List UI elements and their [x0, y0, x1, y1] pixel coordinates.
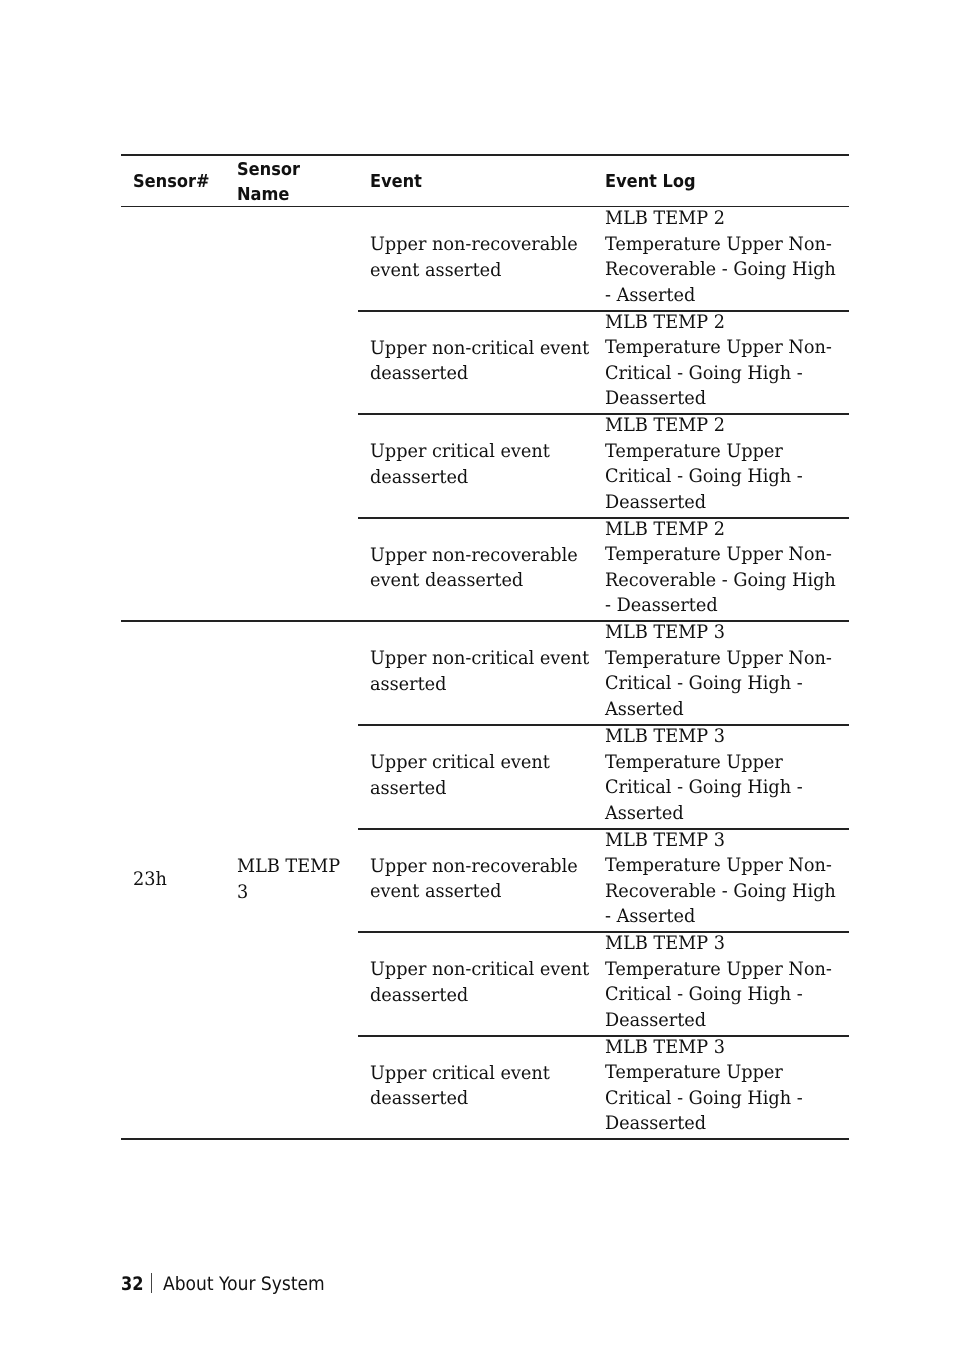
event-log-line: MLB TEMP 2: [605, 310, 725, 333]
event-log-line: Critical - Going High -: [605, 1086, 803, 1109]
event-log-line: Critical - Going High -: [605, 361, 803, 384]
event-log-cell: [605, 620, 832, 722]
header-sensor-name-line1: Sensor: [237, 159, 300, 180]
event-log-line: Temperature Upper Non-: [605, 232, 832, 255]
event-log-line: Critical - Going High -: [605, 672, 803, 695]
event-log-line: Temperature Upper: [605, 1061, 783, 1084]
event-log-line: Recoverable - Going High: [605, 879, 836, 902]
event-line: event deasserted: [370, 569, 524, 592]
event-line: deasserted: [370, 465, 469, 488]
event-log-line: Temperature Upper Non-: [605, 336, 832, 359]
group-rule: [121, 1138, 849, 1140]
event-log-cell: [605, 517, 836, 619]
sensor-name-line: MLB TEMP: [237, 855, 341, 878]
event-line: deasserted: [370, 362, 469, 385]
event-log-cell: [605, 1035, 803, 1137]
event-cell: [370, 543, 578, 594]
event-log-line: Critical - Going High -: [605, 465, 803, 488]
sensor-name-line: 3: [237, 880, 249, 903]
event-log-line: Temperature Upper Non-: [605, 957, 832, 980]
event-cell: [370, 854, 578, 905]
page-number: 32: [121, 1273, 144, 1295]
event-line: Upper critical event: [370, 751, 550, 773]
page-footer: [121, 1271, 343, 1297]
event-log-line: MLB TEMP 2: [605, 414, 725, 437]
header-sensor-name-line2: Name: [237, 184, 290, 205]
event-log-cell: [605, 931, 832, 1033]
event-log-line: Temperature Upper: [605, 750, 783, 773]
sensor-name-cell: [237, 854, 340, 905]
event-cell: [370, 1061, 550, 1112]
event-cell: [370, 957, 589, 1008]
footer-separator: [151, 1273, 152, 1293]
event-log-line: Critical - Going High -: [605, 776, 803, 798]
event-line: Upper non-recoverable: [370, 233, 578, 255]
event-log-line: Recoverable - Going High: [605, 568, 836, 591]
event-log-line: MLB TEMP 2: [605, 207, 725, 229]
event-log-cell: [605, 828, 836, 930]
event-log-cell: [605, 310, 832, 412]
event-line: Upper non-critical event: [370, 647, 590, 670]
event-line: asserted: [370, 776, 447, 799]
event-log-line: MLB TEMP 3: [605, 621, 725, 644]
event-log-line: Temperature Upper Non-: [605, 854, 832, 877]
header-event: Event: [370, 171, 422, 192]
event-cell: [370, 439, 550, 490]
event-log-line: MLB TEMP 3: [605, 1035, 725, 1058]
event-cell: [370, 232, 578, 283]
event-log-line: Recoverable - Going High: [605, 258, 836, 280]
table-header: [121, 156, 849, 207]
event-log-line: - Asserted: [605, 905, 696, 928]
footer-section-title: About Your System: [163, 1273, 326, 1295]
event-line: Upper critical event: [370, 1061, 550, 1084]
event-log-line: MLB TEMP 3: [605, 932, 725, 955]
event-log-line: MLB TEMP 3: [605, 828, 725, 851]
event-log-line: Deasserted: [605, 1112, 707, 1135]
event-log-line: - Deasserted: [605, 594, 718, 617]
event-cell: [370, 336, 589, 387]
event-line: deasserted: [370, 983, 469, 1006]
event-line: asserted: [370, 672, 447, 695]
event-log-line: - Asserted: [605, 283, 696, 306]
event-line: Upper critical event: [370, 440, 550, 463]
event-log-line: Asserted: [605, 697, 684, 720]
event-log-line: MLB TEMP 2: [605, 517, 725, 540]
event-line: Upper non-recoverable: [370, 854, 578, 877]
sensor-number-cell: 23h: [133, 868, 167, 891]
event-line: event asserted: [370, 880, 502, 903]
event-log-line: Critical - Going High -: [605, 983, 803, 1006]
event-line: Upper non-critical event: [370, 958, 590, 981]
event-log-line: Temperature Upper: [605, 439, 783, 462]
event-line: event asserted: [370, 258, 502, 281]
event-log-line: Deasserted: [605, 490, 707, 513]
event-line: Upper non-recoverable: [370, 543, 578, 566]
event-cell: [370, 646, 589, 697]
event-log-cell: [605, 724, 803, 826]
event-log-line: Temperature Upper Non-: [605, 646, 832, 669]
event-log-line: Temperature Upper Non-: [605, 543, 832, 566]
event-log-line: Deasserted: [605, 1008, 707, 1031]
event-cell: [370, 750, 550, 801]
event-log-cell: [605, 413, 803, 515]
event-log-line: Deasserted: [605, 387, 707, 410]
event-log-line: MLB TEMP 3: [605, 725, 725, 747]
event-log-cell: [605, 206, 836, 308]
header-sensor-number: Sensor#: [133, 171, 210, 192]
event-line: Upper non-critical event: [370, 336, 590, 359]
event-line: deasserted: [370, 1087, 469, 1110]
event-log-line: Asserted: [605, 801, 684, 824]
header-event-log: Event Log: [605, 171, 696, 192]
